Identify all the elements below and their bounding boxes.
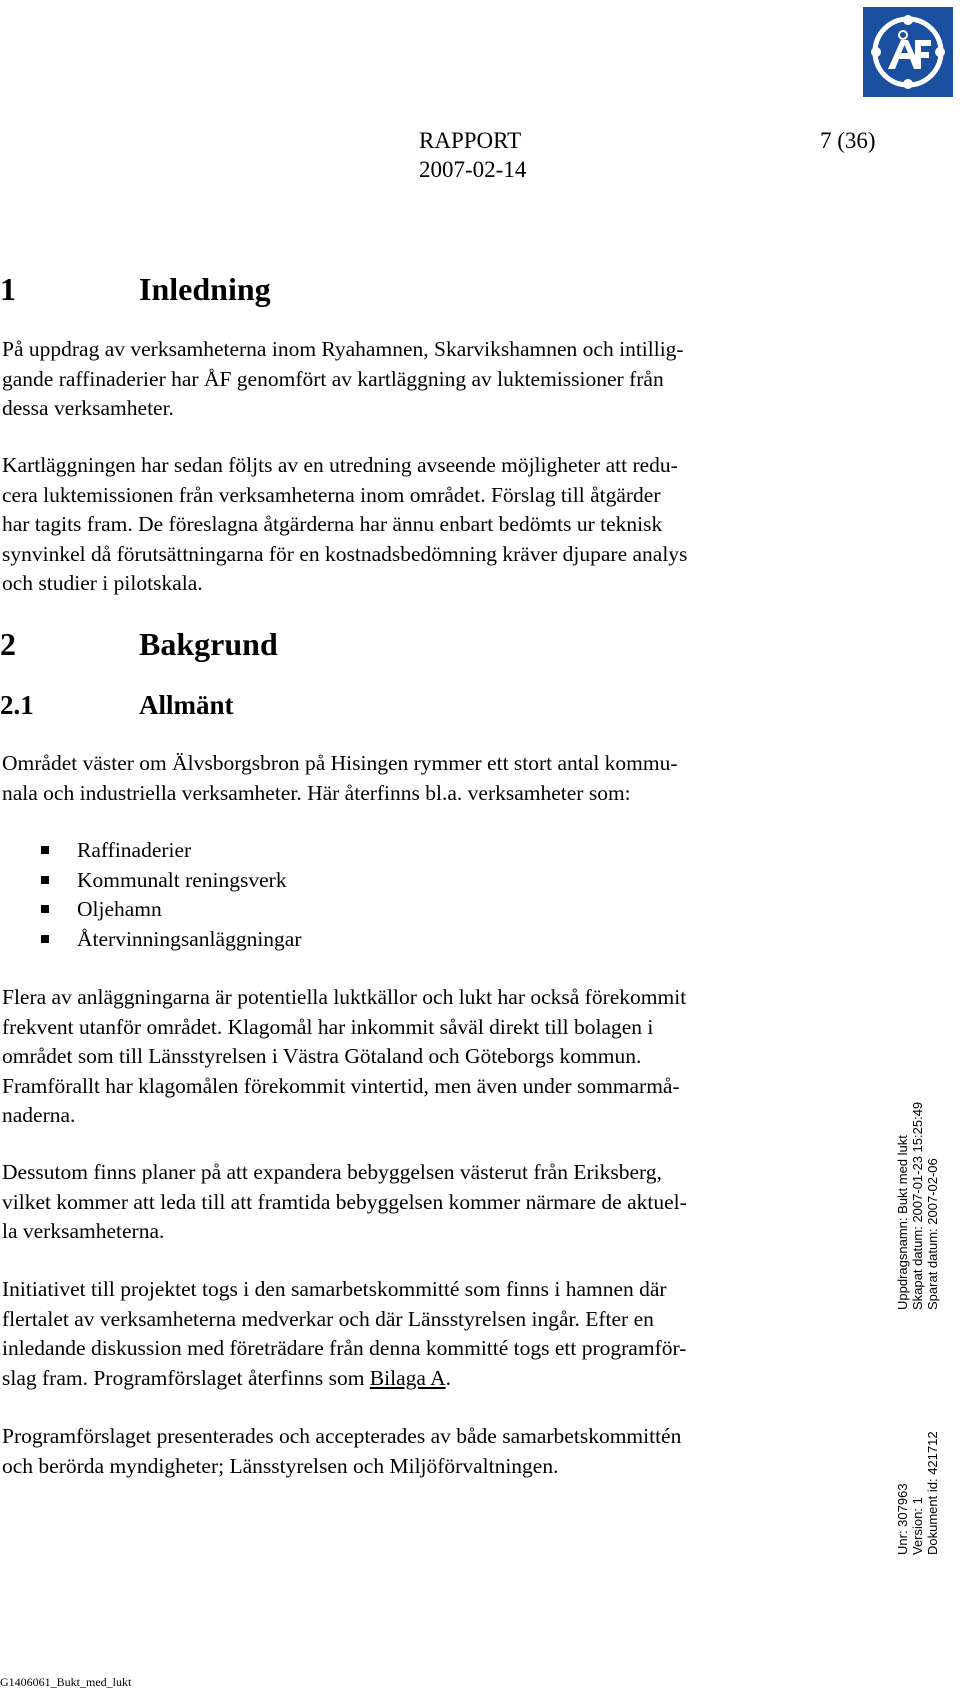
section-title: Inledning bbox=[139, 271, 271, 307]
text-line: la verksamheterna. bbox=[2, 1219, 165, 1243]
text-line: vilket kommer att leda till att framtida bebyggelsen kommer närmare de aktuel- bbox=[2, 1189, 687, 1214]
paragraph-initiative bbox=[2, 1275, 822, 1393]
bilaga-a-link[interactable]: Bilaga A bbox=[369, 1365, 446, 1390]
metadata-line: Skapat datum: 2007-01-23 15:25:49 bbox=[910, 1101, 925, 1310]
text-line: har tagits fram. De föreslagna åtgärderna har ännu enbart bedömts ur teknisk bbox=[2, 512, 663, 536]
paragraph-expansion bbox=[2, 1158, 822, 1247]
text-line: nala och industriella verksamheter. Här återfinns bl.a. verksamheter som: bbox=[2, 780, 631, 805]
text-line: Dessutom finns planer på att expandera bebyggelsen västerut från Eriksberg, bbox=[2, 1160, 662, 1184]
text-line: och studier i pilotskala. bbox=[2, 571, 203, 595]
text-line: På uppdrag av verksamheterna inom Ryahamnen, Skarvikshamnen och intillig- bbox=[2, 337, 684, 361]
text-line: inledande diskussion med företrädare från denna kommitté togs ett programför- bbox=[2, 1336, 687, 1360]
text-line: Flera av anläggningarna är potentiella luktkällor och lukt har också förekommit bbox=[2, 985, 687, 1009]
text-fragment: slag fram. Programförslaget återfinns som bbox=[2, 1365, 370, 1390]
section-title: Allmänt bbox=[139, 690, 234, 720]
section-number: 2 bbox=[0, 626, 16, 662]
text-line: Området väster om Älvsborgsbron på Hisingen rymmer ett stort antal kommu- bbox=[2, 751, 678, 775]
page-number: 7 (36) bbox=[820, 128, 876, 153]
metadata-line: Uppdragsnamn: Bukt med lukt bbox=[895, 1135, 910, 1310]
text-fragment: . bbox=[445, 1365, 452, 1390]
text-line: Initiativet till projektet togs i den samarbetskommitté som finns i hamnen där bbox=[2, 1277, 667, 1301]
metadata-line: Sparat datum: 2007-02-06 bbox=[925, 1158, 940, 1310]
list-item: Återvinningsanläggningar bbox=[40, 925, 302, 955]
section-number: 1 bbox=[0, 271, 16, 307]
paragraph-mapping bbox=[2, 451, 822, 599]
sidebar-metadata-top bbox=[895, 1102, 940, 1310]
text-line: naderna. bbox=[2, 1103, 76, 1127]
text-line: Framförallt har klagomålen förekommit vintertid, men även under sommarmå- bbox=[2, 1073, 680, 1098]
metadata-line: Version: 1 bbox=[910, 1497, 925, 1555]
section-title: Bakgrund bbox=[139, 626, 278, 662]
text-line: området som till Länsstyrelsen i Västra Götaland och Göteborgs kommun. bbox=[2, 1044, 642, 1068]
list-item: Raffinaderier bbox=[40, 836, 302, 866]
text-line: Kartläggningen har sedan följts av en utredning avseende möjligheter att redu- bbox=[2, 453, 678, 477]
list-item: Oljehamn bbox=[40, 895, 302, 925]
paragraph-complaints bbox=[2, 983, 822, 1131]
footer-filename: G1406061_Bukt_med_lukt bbox=[0, 1675, 132, 1689]
section-number: 2.1 bbox=[0, 690, 34, 720]
text-line: dessa verksamheter. bbox=[2, 396, 174, 420]
paragraph-intro bbox=[2, 335, 822, 424]
text-line: Programförslaget presenterades och accepterades av både samarbetskommittén bbox=[2, 1424, 682, 1448]
text-line: flertalet av verksamheterna medverkar och där Länsstyrelsen ingår. Efter en bbox=[2, 1306, 654, 1331]
report-label: RAPPORT bbox=[419, 128, 522, 153]
text-line: synvinkel då förutsättningarna för en kostnadsbedömning kräver djupare analys bbox=[2, 541, 688, 566]
af-logo bbox=[863, 7, 953, 97]
metadata-line: Dokument id: 421712 bbox=[925, 1431, 940, 1555]
list-item: Kommunalt reningsverk bbox=[40, 866, 302, 896]
text-line: cera luktemissionen från verksamheterna inom området. Förslag till åtgärder bbox=[2, 482, 661, 507]
metadata-line: Unr: 307963 bbox=[895, 1483, 910, 1555]
paragraph-area bbox=[2, 749, 822, 808]
text-line: gande raffinaderier har ÅF genomfört av kartläggning av luktemissioner från bbox=[2, 366, 664, 391]
sidebar-metadata-bottom bbox=[895, 1431, 940, 1555]
text-line: och berörda myndigheter; Länsstyrelsen och Miljöförvaltningen. bbox=[2, 1453, 559, 1478]
text-line-with-link bbox=[2, 1364, 822, 1394]
paragraph-presentation bbox=[2, 1422, 822, 1481]
text-line: frekvent utanför området. Klagomål har inkommit såväl direkt till bolagen i bbox=[2, 1014, 654, 1039]
report-date: 2007-02-14 bbox=[419, 157, 527, 182]
af-logo-icon bbox=[863, 7, 953, 97]
bullet-list bbox=[40, 836, 302, 954]
